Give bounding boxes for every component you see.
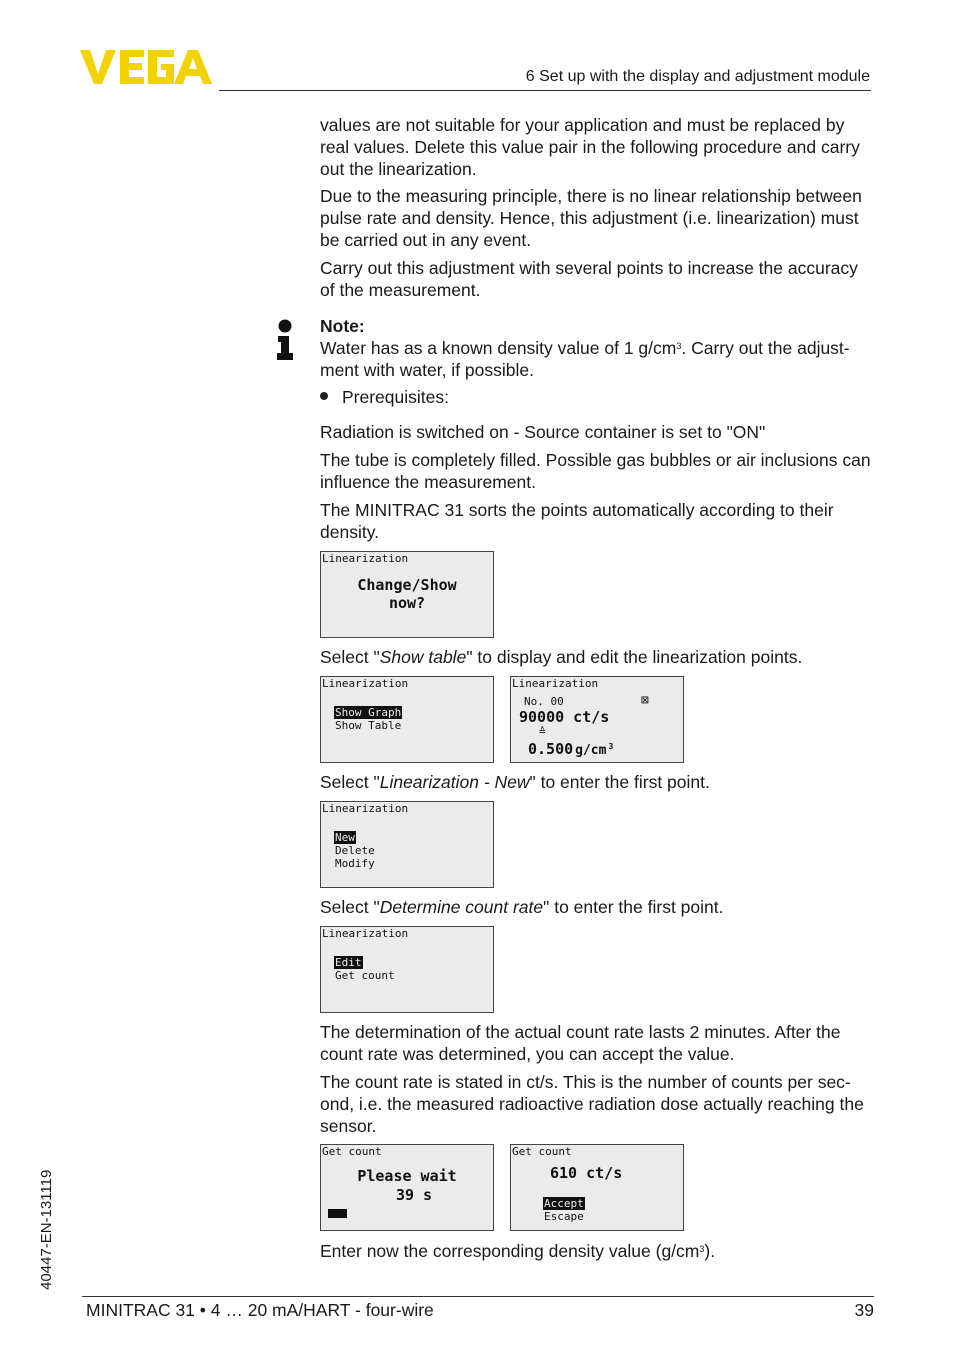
info-icon [274,319,296,363]
paragraph-9: Enter now the corresponding density value $(g/cm^3)$. [320,1241,716,1261]
select-show-table-text: Select "Show table" to display and edit the linearization points. [320,647,803,667]
lcd-title: Linearization [322,802,409,815]
select-new-text: Select "Linearization - New" to enter the first point. [320,772,710,792]
lcd-equivalent-symbol: ≙ [539,725,546,738]
lcd-line: Change/Show [357,576,457,594]
lcd-menu-item-selected: Show Graph [335,706,402,719]
progress-block [328,1209,347,1218]
document-id: 40447-EN-131119 [38,1169,55,1290]
footer-rule [82,1296,874,1297]
lcd-title: Linearization [512,677,599,690]
lcd-show-menu [320,676,494,763]
note-text: Water has as a known density value of 1 $g/cm^3$. Carry out the adjust-ment with water, if possible. [320,338,850,380]
lcd-title: Get count [512,1145,572,1158]
lcd-menu-item: Escape [544,1210,584,1223]
lcd-count-value: 90000 ct/s [519,708,610,726]
vega-logo [80,50,212,84]
lcd-count-value: 610 ct/s [550,1164,623,1182]
lcd-line: Please wait [357,1167,457,1185]
header-rule [219,90,871,91]
select-count-rate-text: Select "Determine count rate" to enter the first point. [320,897,724,917]
lcd-menu-item: Delete [335,844,375,857]
lcd-edit-menu [320,926,494,1013]
lcd-menu-item: Show Table [335,719,402,732]
lcd-new-menu [320,801,494,888]
lcd-title: Get count [322,1145,382,1158]
paragraph-5: The tube is completely filled. Possible gas bubbles or air inclusions can influence the measurement. [320,450,871,492]
note-title: Note: [320,316,365,336]
lcd-point-number: No. 00 [524,695,564,708]
lcd-title: Linearization [322,677,409,690]
lcd-get-count-result [510,1144,684,1231]
paragraph-8: The count rate is stated in ct/s. This is the number of counts per sec-ond, i.e. the measured radioactive radiation dose actually reaching the sensor. [320,1072,864,1136]
lcd-title: Linearization [322,552,409,565]
prerequisites-bullet: Prerequisites: [320,386,876,408]
lcd-lin-point [510,676,684,763]
paragraph-6: The MINITRAC 31 sorts the points automatically according to their density. [320,500,834,542]
lcd-menu-item-selected: Edit [335,956,362,969]
lcd-menu-item: Get count [335,969,395,982]
lcd-line: 39 s [395,1186,433,1204]
paragraph-3: Carry out this adjustment with several points to increase the accuracy of the measurement. [320,258,858,300]
lcd-menu-item-selected: New [335,831,355,844]
paragraph-1: values are not suitable for your application and must be replaced by real values. Delete this value pair in the following procedure and carry out the linearization. [320,115,860,179]
footer-product: MINITRAC 31 • 4 … 20 mA/HART - four-wire [86,1300,434,1320]
paragraph-4: Radiation is switched on - Source container is set to "ON" [320,422,766,442]
lcd-menu-item-selected: Accept [544,1197,584,1210]
paragraph-7: The determination of the actual count rate lasts 2 minutes. After the count rate was determined, you can accept the value. [320,1022,841,1064]
lcd-density-value: 0.500 g/cm $^3$ [528,740,614,758]
lcd-line: now? [388,594,426,612]
bullet-icon [320,392,328,400]
lcd-menu-item: Modify [335,857,375,870]
paragraph-2: Due to the measuring principle, there is no linear relationship between pulse rate and density. Hence, this adjustment (i.e. linearization) must be carried out in any event. [320,186,862,250]
lcd-change-show [320,551,494,638]
section-header: 6 Set up with the display and adjustment module [525,68,870,85]
lcd-please-wait [320,1144,494,1231]
page-number: 39 [854,1300,874,1320]
lcd-title: Linearization [322,927,409,940]
checkbox-icon: ⊠ [641,693,649,708]
